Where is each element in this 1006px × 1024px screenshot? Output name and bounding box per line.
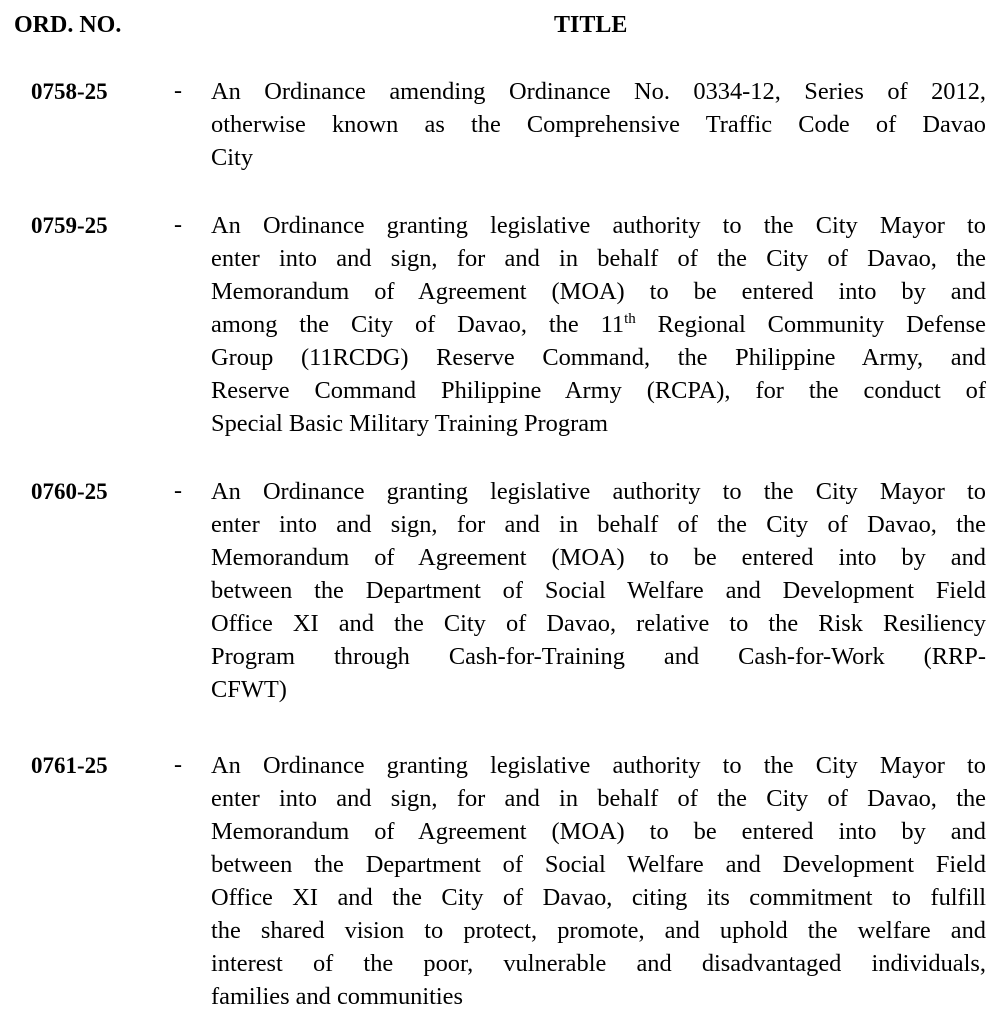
title-line-part: Regional Community Defense: [657, 311, 986, 338]
ordinance-number: 0758-25: [31, 79, 108, 104]
separator-dash: -: [174, 752, 182, 778]
title-line: between the Department of Social Welfare and Development Field: [211, 577, 986, 604]
table-header: [0, 10, 1006, 44]
title-line: enter into and sign, for and in behalf of the City of Davao, the: [211, 245, 986, 272]
title-line: [211, 308, 986, 341]
title-line: families and communities: [211, 983, 463, 1010]
ordinance-number: 0761-25: [31, 753, 108, 778]
ordinance-title: [211, 475, 986, 706]
title-line: City: [211, 144, 254, 171]
title-line: An Ordinance granting legislative authority to the City Mayor to: [211, 212, 986, 239]
title-line: the shared vision to protect, promote, and uphold the welfare and: [211, 917, 986, 944]
ordinance-number: 0760-25: [31, 479, 108, 504]
title-line: Group (11RCDG) Reserve Command, the Philippine Army, and: [211, 344, 986, 371]
title-line: Program through Cash-for-Training and Cash-for-Work (RRP-: [211, 643, 986, 670]
title-line: otherwise known as the Comprehensive Traffic Code of Davao: [211, 111, 986, 138]
column-header-title: TITLE: [554, 12, 628, 38]
title-line: An Ordinance granting legislative authority to the City Mayor to: [211, 752, 986, 779]
ordinance-title: [211, 75, 986, 174]
title-line: interest of the poor, vulnerable and disadvantaged individuals,: [211, 950, 986, 977]
title-line: Special Basic Military Training Program: [211, 410, 608, 437]
title-line: CFWT): [211, 676, 287, 703]
separator-dash: -: [174, 478, 182, 504]
title-line: Memorandum of Agreement (MOA) to be entered into by and: [211, 278, 986, 305]
title-line: Office XI and the City of Davao, relative to the Risk Resiliency: [211, 610, 986, 637]
title-line: enter into and sign, for and in behalf of the City of Davao, the: [211, 511, 986, 538]
title-line: enter into and sign, for and in behalf of the City of Davao, the: [211, 785, 986, 812]
title-line: Reserve Command Philippine Army (RCPA), for the conduct of: [211, 377, 986, 404]
title-line: Memorandum of Agreement (MOA) to be entered into by and: [211, 544, 986, 571]
title-line: Memorandum of Agreement (MOA) to be entered into by and: [211, 818, 986, 845]
ordinance-title: [211, 749, 986, 1013]
title-line: An Ordinance granting legislative authority to the City Mayor to: [211, 478, 986, 505]
ordinance-title: [211, 209, 986, 440]
ordinance-number: 0759-25: [31, 213, 108, 238]
title-line: between the Department of Social Welfare and Development Field: [211, 851, 986, 878]
title-line-part: among the City of Davao, the 11: [211, 311, 625, 338]
separator-dash: -: [174, 212, 182, 238]
title-line: Office XI and the City of Davao, citing its commitment to fulfill: [211, 884, 986, 911]
ordinal-superscript: th: [624, 310, 636, 327]
column-header-ord-no: ORD. NO.: [14, 12, 122, 38]
separator-dash: -: [174, 78, 182, 104]
title-line: An Ordinance amending Ordinance No. 0334-12, Series of 2012,: [211, 78, 986, 105]
